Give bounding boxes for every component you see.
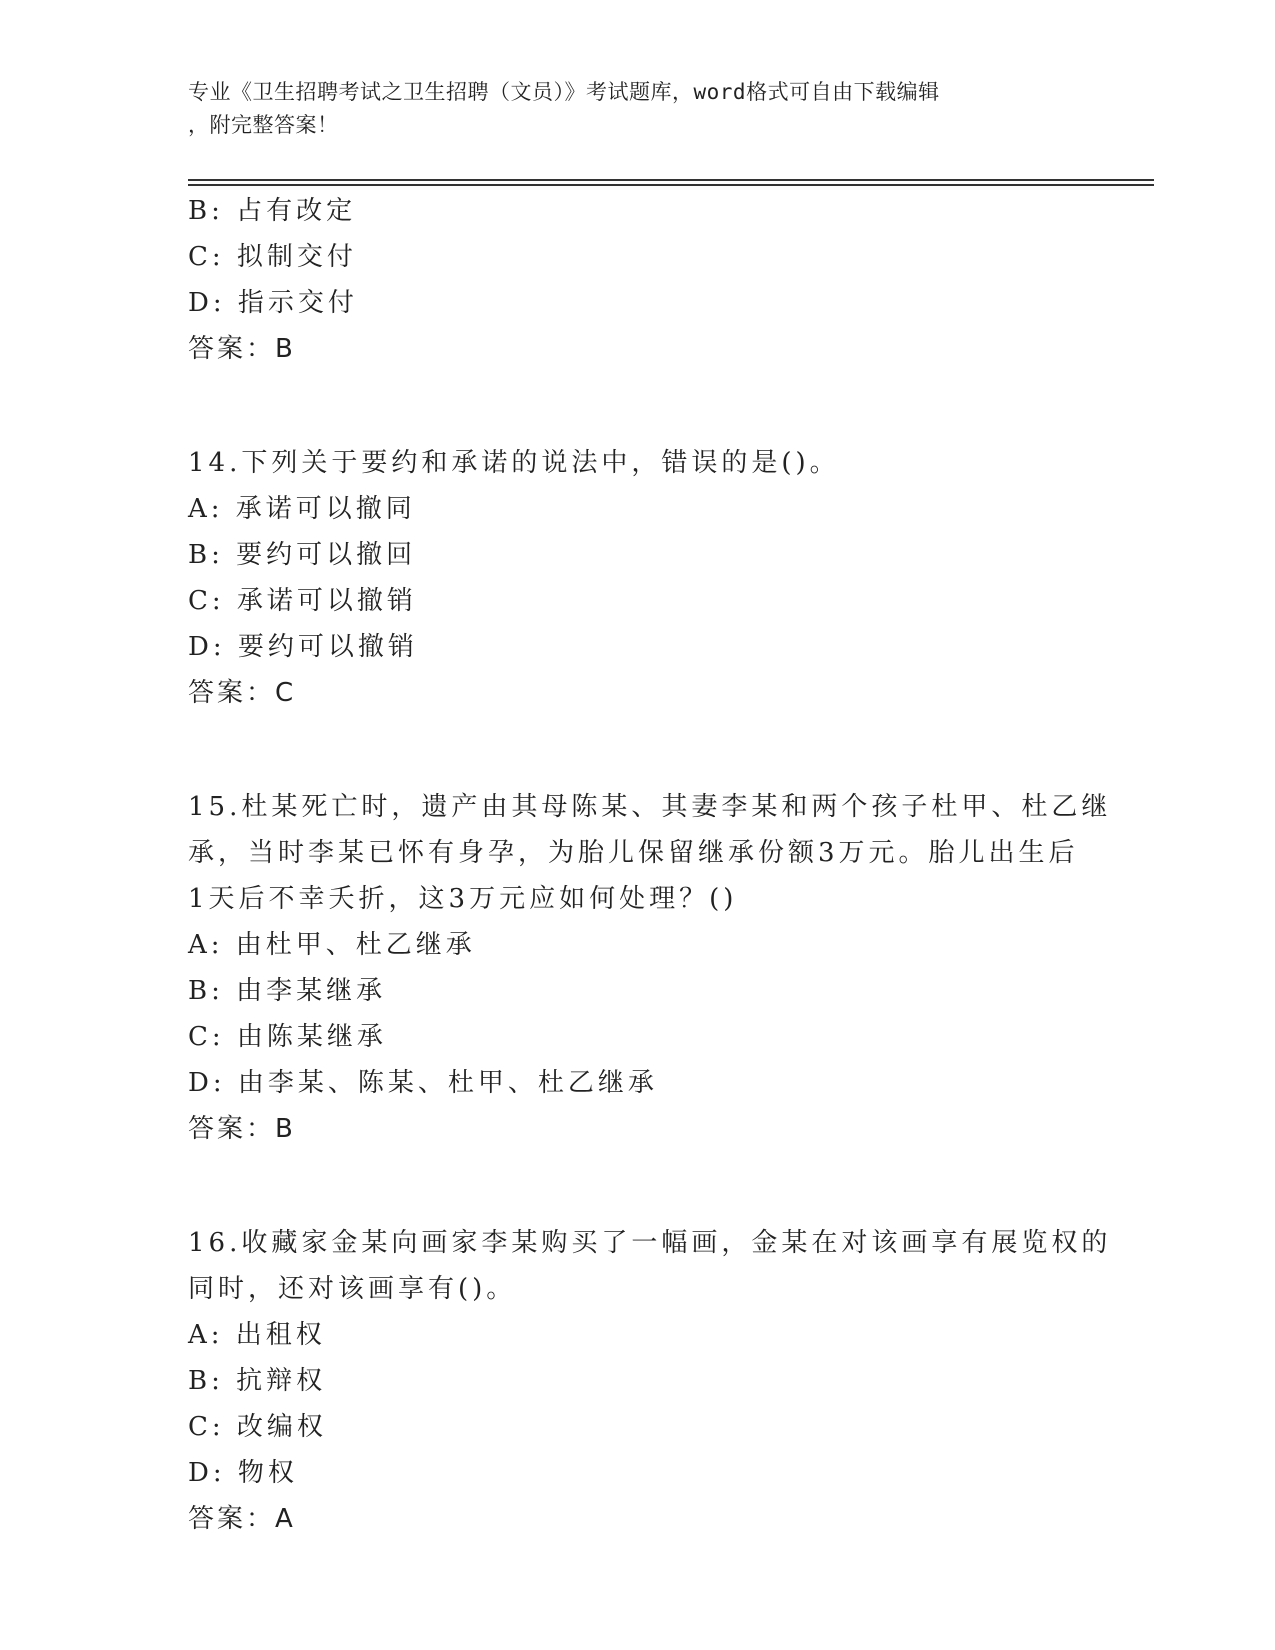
option-a: A: 承诺可以撤同 [188, 494, 416, 524]
header-line-1: 专业《卫生招聘考试之卫生招聘（文员）》考试题库，word格式可自由下载编辑 [188, 80, 940, 104]
option-b: B: 要约可以撤回 [188, 540, 417, 570]
option-a: A: 由杜甲、杜乙继承 [188, 930, 476, 960]
header-divider-bottom [188, 184, 1154, 186]
question-stem-line: 同时，还对该画享有()。 [188, 1274, 517, 1304]
option-b: B: 抗辩权 [188, 1366, 327, 1396]
option-d: D: 物权 [188, 1458, 298, 1488]
option-c: C: 承诺可以撤销 [188, 586, 417, 616]
answer: 答案：B [188, 1114, 296, 1144]
option-b: B: 由李某继承 [188, 976, 387, 1006]
question-stem-line: 16.收藏家金某向画家李某购买了一幅画，金某在对该画享有展览权的 [188, 1228, 1112, 1258]
option-c: C: 改编权 [188, 1412, 327, 1442]
option-b: B: 占有改定 [188, 196, 357, 226]
header-divider-top [188, 179, 1154, 181]
option-d: D: 要约可以撤销 [188, 632, 418, 662]
question-stem: 14.下列关于要约和承诺的说法中，错误的是()。 [188, 448, 840, 478]
answer: 答案：B [188, 334, 296, 364]
question-list [188, 188, 1112, 1542]
header-line-2: ，附完整答案！ [188, 113, 339, 137]
question-stem-line: 15.杜某死亡时，遗产由其母陈某、其妻李某和两个孩子杜甲、杜乙继 [188, 792, 1112, 822]
question-stem-line: 承，当时李某已怀有身孕，为胎儿保留继承份额3万元。胎儿出生后 [188, 838, 1079, 868]
option-d: D: 由李某、陈某、杜甲、杜乙继承 [188, 1068, 658, 1098]
option-c: C: 拟制交付 [188, 242, 357, 272]
question-15 [188, 784, 1112, 1152]
answer: 答案：A [188, 1504, 296, 1534]
answer: 答案：C [188, 678, 297, 708]
option-c: C: 由陈某继承 [188, 1022, 387, 1052]
question-stem-line: 1天后不幸夭折，这3万元应如何处理？() [188, 884, 738, 914]
question-16 [188, 1220, 1112, 1542]
option-a: A: 出租权 [188, 1320, 326, 1350]
option-d: D: 指示交付 [188, 288, 358, 318]
question-13 [188, 188, 1088, 372]
page-header [188, 76, 1088, 142]
question-14 [188, 440, 1088, 716]
